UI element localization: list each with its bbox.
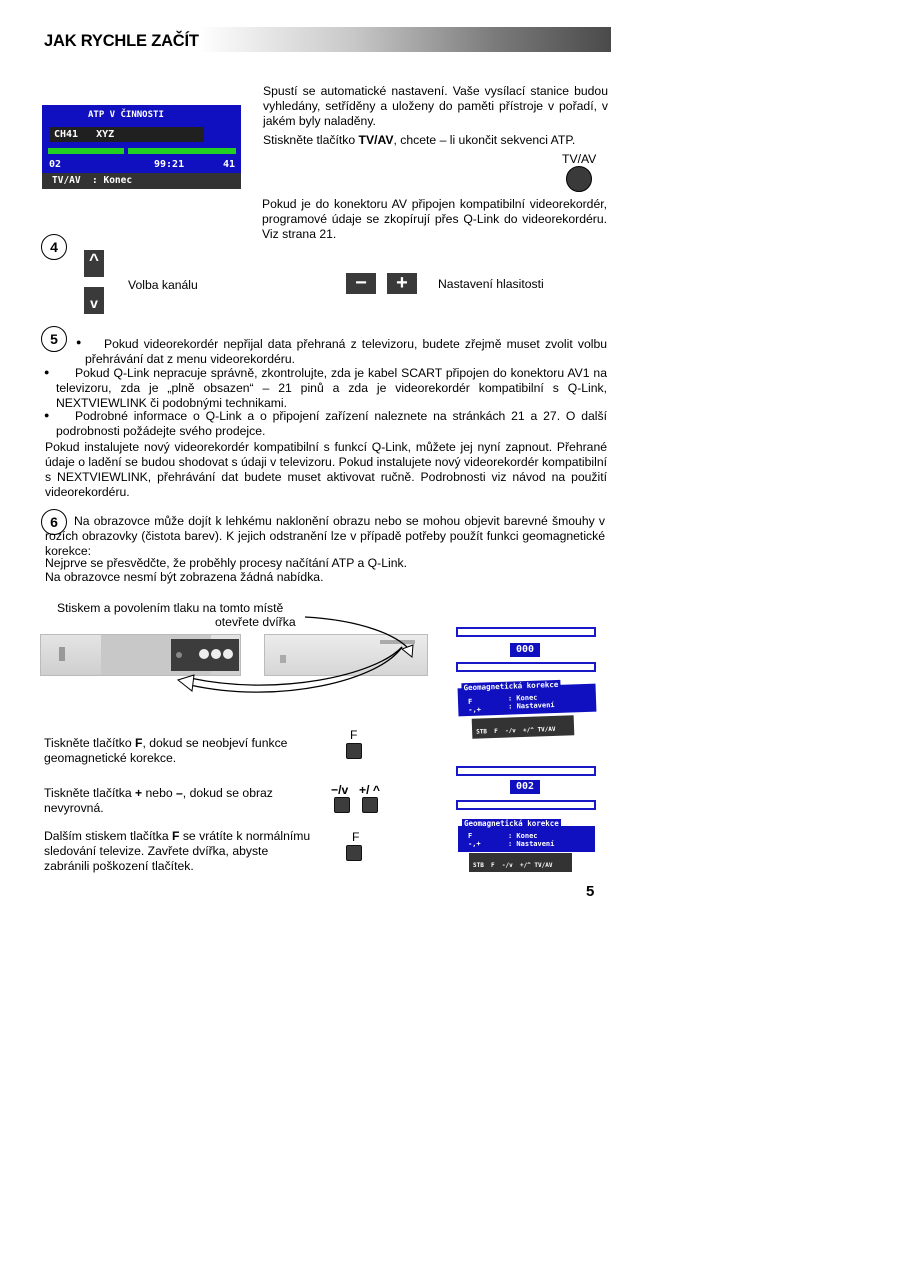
atp-progress-right bbox=[128, 148, 236, 154]
instruction-1: Tiskněte tlačítko F, dokud se neobjeví funkce geomagnetické korekce. bbox=[44, 736, 288, 765]
geo-2-row1-val: : Konec bbox=[508, 832, 538, 840]
door-caption-line-2: otevřete dvířka bbox=[215, 615, 296, 629]
instruction-3-key-label: F bbox=[352, 830, 360, 844]
instruction-1-key-label: F bbox=[350, 728, 358, 742]
instruction-2: Tiskněte tlačítka + nebo –, dokud se obraz nevyrovná. bbox=[44, 786, 273, 815]
minus-down-button[interactable] bbox=[334, 797, 350, 813]
volume-minus-key[interactable]: − bbox=[346, 273, 376, 294]
step-6-paragraph-1: Na obrazovce může dojít k lehkému naklonění obrazu nebo se mohou objevit barevné šmouhy v rozích obrazovky (čistota barev). K jejich odstranění lze v případě potřeby použít funkci geomagnetické korekce: bbox=[45, 514, 605, 558]
atp-title: ATP V ČINNOSTI bbox=[88, 110, 164, 120]
geo-2-row2-key: -,+ bbox=[468, 840, 481, 848]
geo-2-button-strip bbox=[469, 853, 572, 872]
page-number: 5 bbox=[586, 883, 595, 900]
atp-progress-left bbox=[48, 148, 124, 154]
geo-1-row1-key: F bbox=[467, 697, 473, 707]
step-5-paragraph: Pokud instalujete nový videorekordér kompatibilní s funkcí Q-Link, můžete jej nyní zapnout. Přehrané údaje o ladění se budou shodovat s údaji v televizoru. Pokud instalujete nový videorekordér kompatibilní s NEXTVIEWLINK, přehrávání dat budete muset aktivovat ručně. Podrobnosti viz návod na použití videorekordéru. bbox=[45, 440, 607, 499]
channel-up-key[interactable]: ^ bbox=[84, 250, 104, 277]
tvav-label: TV/AV bbox=[562, 152, 597, 166]
geo-1-value-box: 000 bbox=[510, 643, 540, 657]
geo-2-menu bbox=[458, 819, 595, 852]
atp-footer: TV/AV : Konec bbox=[52, 175, 133, 186]
volume-plus-key[interactable]: + bbox=[387, 273, 417, 294]
step-4-number: 4 bbox=[41, 234, 67, 260]
channel-down-key[interactable]: v bbox=[84, 287, 104, 314]
atp-left-num: 02 bbox=[49, 159, 62, 170]
plus-up-key-label: +/ ^ bbox=[359, 783, 381, 797]
geo-2-row2-val: : Nastavení bbox=[508, 840, 555, 848]
atp-time: 99:21 bbox=[154, 159, 185, 170]
intro-paragraph-1: Spustí se automatické nastavení. Vaše vysílací stanice budou vyhledány, setříděny a uloženy do paměti přístroje v pořadí, v jakém byly naladěny. bbox=[263, 84, 608, 128]
geo-2-title: Geomagnetická korekce bbox=[464, 819, 559, 828]
geo-1-row1-val: : Konec bbox=[507, 693, 538, 703]
bullet-dot-3: ● bbox=[44, 410, 50, 420]
atp-screen bbox=[42, 105, 241, 189]
geo-1-mid-bar bbox=[456, 662, 596, 672]
geo-2-row1-key: F bbox=[468, 832, 473, 840]
plus-up-button[interactable] bbox=[362, 797, 378, 813]
instruction-3: Dalším stiskem tlačítka F se vrátíte k normálnímu sledování televize. Zavřete dvířka, abyste zabránili poškození tlačítek. bbox=[44, 829, 311, 873]
door-caption-line-1: Stiskem a povolením tlaku na tomto místě bbox=[57, 601, 284, 615]
intro-paragraph-3: Pokud je do konektoru AV připojen kompatibilní videorekordér, programové údaje se zkopírují přes Q-Link do videorekordéru. Viz strana 21. bbox=[262, 197, 607, 241]
page-title: JAK RYCHLE ZAČÍT bbox=[44, 32, 199, 50]
geo-2-value-box: 002 bbox=[510, 780, 540, 794]
geo-1-row2-val: : Nastavení bbox=[508, 701, 555, 711]
minus-down-key-label: −/v bbox=[331, 783, 349, 797]
step-5-number: 5 bbox=[41, 326, 67, 352]
geo-1-top-bar bbox=[456, 627, 596, 637]
atp-channel: CH41 XYZ bbox=[54, 129, 115, 140]
bullet-dot-2: ● bbox=[44, 367, 50, 377]
step-6-paragraph-2: Nejprve se přesvědčte, že proběhly procesy načítání ATP a Q-Link. bbox=[45, 556, 407, 570]
f-button-2[interactable] bbox=[346, 845, 362, 861]
bullet-dot-1: ● bbox=[76, 337, 82, 347]
intro-paragraph-2: Stiskněte tlačítko TV/AV, chcete – li ukončit sekvenci ATP. bbox=[263, 133, 576, 147]
geo-2-buttons: STB F -/v +/^ TV/AV bbox=[473, 862, 553, 869]
geo-2-top-bar bbox=[456, 766, 596, 776]
step-6-paragraph-3: Na obrazovce nesmí být zobrazena žádná nabídka. bbox=[45, 570, 324, 584]
geo-1-buttons: STB F -/v +/^ TV/AV bbox=[476, 725, 556, 736]
door-arrows bbox=[150, 605, 430, 705]
f-button-1[interactable] bbox=[346, 743, 362, 759]
tvav-button[interactable] bbox=[566, 166, 592, 192]
atp-right-num: 41 bbox=[223, 159, 236, 170]
step-6-number: 6 bbox=[41, 509, 67, 535]
geo-2-mid-bar bbox=[456, 800, 596, 810]
geo-1-row2-key: -,+ bbox=[468, 705, 482, 715]
step-5-bullet-1: Pokud videorekordér nepřijal data přehraná z televizoru, budete zřejmě muset zvolit volbu přehrávání dat z menu videorekordéru. bbox=[85, 337, 607, 366]
geo-1-title: Geomagnetická korekce bbox=[463, 679, 559, 693]
step-5-bullet-3: Podrobné informace o Q-Link a o připojení zařízení naleznete na stránkách 21 a 27. O další podrobnosti požádejte svého prodejce. bbox=[56, 409, 607, 438]
geo-1-menu bbox=[458, 679, 597, 717]
channel-select-label: Volba kanálu bbox=[128, 278, 198, 292]
volume-label: Nastavení hlasitosti bbox=[438, 277, 544, 291]
geo-1-button-strip bbox=[472, 715, 575, 739]
step-5-bullet-2: Pokud Q-Link nepracuje správně, zkontrolujte, zda je kabel SCART připojen do konektoru AV1 na televizoru, zda je „plně obsazen“ – 21 pinů a zda je videorekordér kompatibilní s Q-Link, NEXTVIEWLINK či podobnými technikami. bbox=[56, 366, 607, 410]
